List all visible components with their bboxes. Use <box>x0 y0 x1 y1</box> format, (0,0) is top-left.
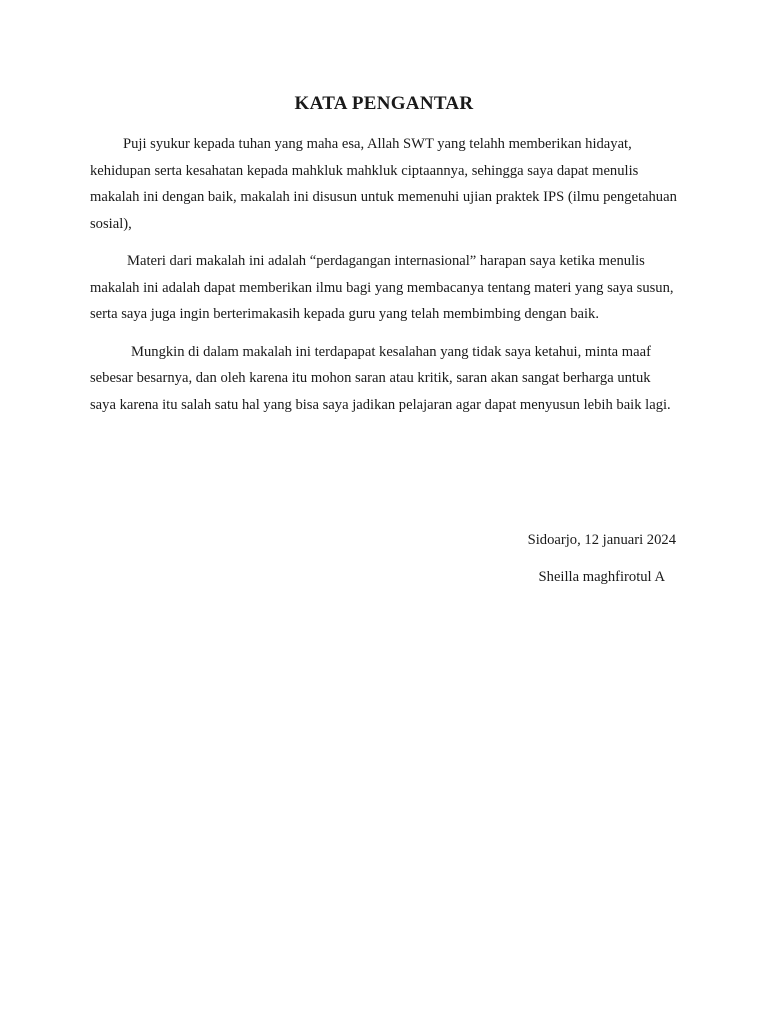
document-title: KATA PENGANTAR <box>294 93 474 114</box>
paragraph-2: Materi dari makalah ini adalah “perdagangan internasional” harapan saya ketika menulis makalah ini adalah dapat memberikan ilmu bagi yang membacanya tentang materi yang saya susun, serta saya juga ingin berterimakasih kepada guru yang telah membimbing dengan baik. <box>90 253 674 322</box>
place-date: Sidoarjo, 12 januari 2024 <box>527 532 676 548</box>
author-signature-name: Sheilla maghfirotul A <box>538 569 665 585</box>
document-body <box>90 131 680 429</box>
paragraph-1: Puji syukur kepada tuhan yang maha esa, Allah SWT yang telahh memberikan hidayat, kehidupan serta kesahatan kepada mahkluk mahkluk ciptaannya, sehingga saya dapat menulis makalah ini dengan baik, makalah ini disusun untuk memenuhi ujian praktek IPS (ilmu pengetahuan sosial), <box>90 136 677 232</box>
paragraph-3: Mungkin di dalam makalah ini terdapapat kesalahan yang tidak saya ketahui, minta maaf sebesar besarnya, dan oleh karena itu mohon saran atau kritik, saran akan sangat berharga untuk saya karena itu salah satu hal yang bisa saya jadikan pelajaran agar dapat menyusun lebih baik lagi. <box>90 343 671 413</box>
